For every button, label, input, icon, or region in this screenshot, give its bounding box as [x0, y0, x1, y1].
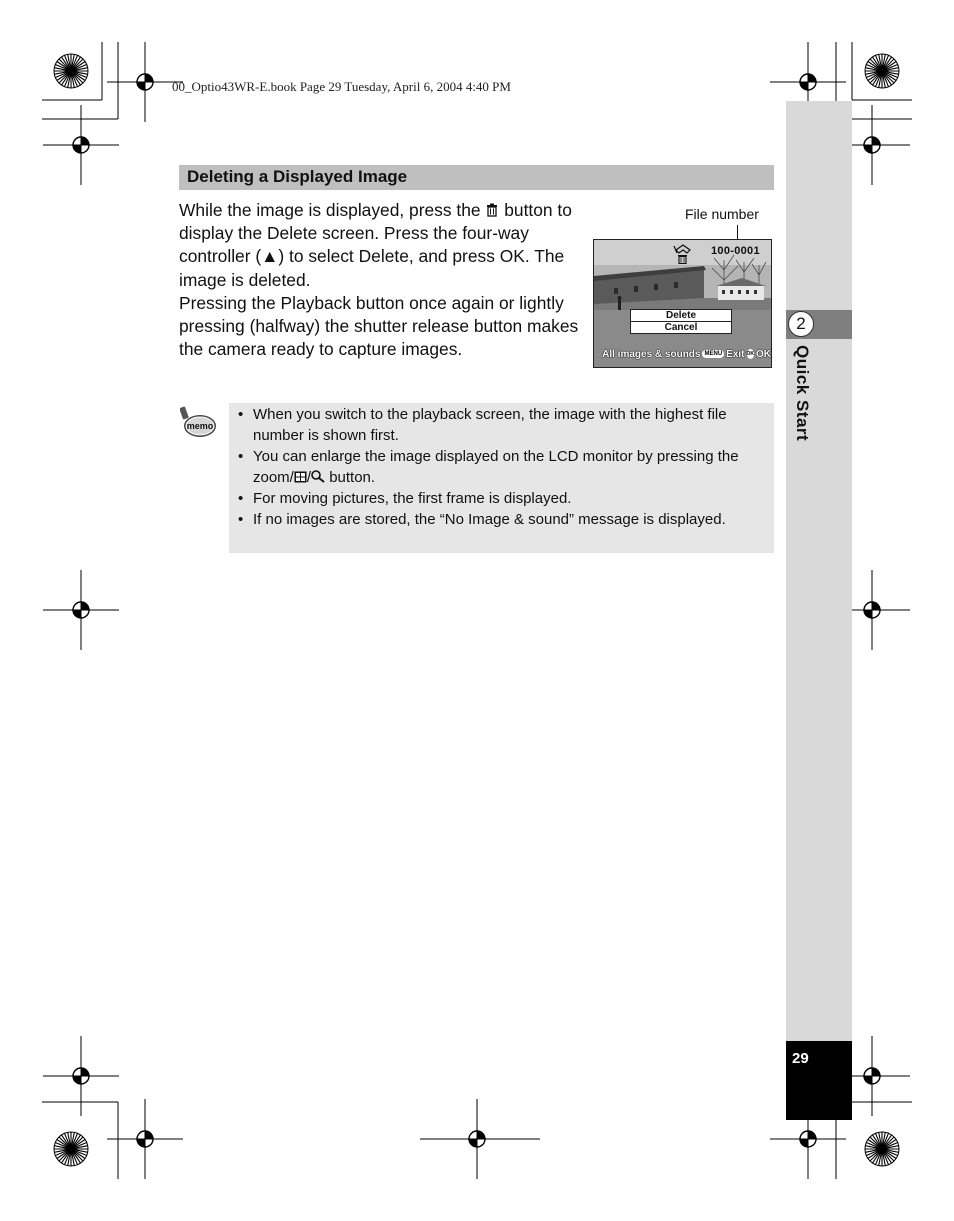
menu-button-icon: MENU	[704, 351, 723, 357]
paragraph-delete	[179, 199, 589, 292]
delete-menu	[630, 309, 732, 334]
file-number: 100-0001	[711, 245, 760, 257]
magnifier-icon	[311, 470, 325, 483]
starburst-icon	[54, 54, 88, 88]
figure-caption: File number	[685, 206, 759, 222]
memo-item	[238, 404, 770, 446]
memo-list	[238, 404, 770, 530]
chapter-number: 2	[788, 311, 814, 337]
exit-label: Exit	[726, 348, 745, 360]
page-number: 29	[792, 1050, 809, 1067]
memo-icon	[180, 406, 218, 445]
memo-item-text: For moving pictures, the first frame is displayed.	[253, 490, 572, 507]
memo-icon-label: memo	[186, 421, 214, 431]
starburst-icon	[865, 1132, 899, 1166]
protect-trash-icon	[672, 244, 692, 264]
text-run: ) to select Delete, and press OK. The image is deleted.	[179, 246, 565, 290]
memo-item	[238, 509, 770, 530]
ok-button-icon: OK	[746, 351, 754, 357]
print-header: 00_Optio43WR-E.book Page 29 Tuesday, April 6, 2004 4:40 PM	[172, 79, 511, 94]
crop-line	[420, 1130, 540, 1150]
lcd-screen	[593, 239, 772, 368]
registration-mark-icon	[43, 570, 119, 650]
registration-mark-icon	[43, 105, 119, 185]
memo-item-text: You can enlarge the image displayed on the LCD monitor by pressing the zoom/	[253, 448, 739, 486]
text-run: While the image is displayed, press the	[179, 200, 486, 220]
chapter-title: Quick Start	[793, 345, 812, 442]
all-images-label: All images & sounds	[602, 348, 701, 360]
memo-item-text: When you switch to the playback screen, the image with the highest file number is shown first.	[253, 406, 727, 444]
lcd-guide-bar	[594, 344, 771, 364]
bullet: •	[238, 490, 244, 507]
trash-icon	[599, 349, 600, 359]
registration-mark-icon	[43, 1036, 119, 1116]
memo-item-text: If no images are stored, the “No Image & sound” message is displayed.	[253, 511, 726, 528]
body-text	[179, 199, 589, 361]
ok-label: OK	[756, 348, 771, 360]
trash-icon	[485, 203, 499, 217]
memo-pencil-icon	[180, 406, 218, 440]
option-delete[interactable]: Delete	[630, 309, 732, 322]
bullet: •	[238, 448, 244, 465]
slash: /	[306, 469, 312, 486]
bullet: •	[238, 511, 244, 528]
chapter-title-wrap	[786, 345, 816, 475]
memo-item-text: button.	[325, 469, 376, 486]
memo-item	[238, 446, 770, 488]
section-title: Deleting a Displayed Image	[187, 167, 408, 186]
starburst-icon	[865, 54, 899, 88]
text-run: button to display the Delete screen. Press the four-way controller (	[179, 200, 572, 267]
memo-item	[238, 488, 770, 509]
starburst-icon	[54, 1132, 88, 1166]
chapter-sidebar	[786, 101, 852, 1041]
up-arrow-icon: ▲	[261, 246, 279, 267]
option-cancel[interactable]: Cancel	[630, 322, 732, 334]
thumbnail-icon	[294, 471, 307, 483]
bullet: •	[238, 406, 244, 423]
paragraph-playback: Pressing the Playback button once again or lightly pressing (halfway) the shutter release button makes the camera ready to capture images.	[179, 292, 579, 360]
